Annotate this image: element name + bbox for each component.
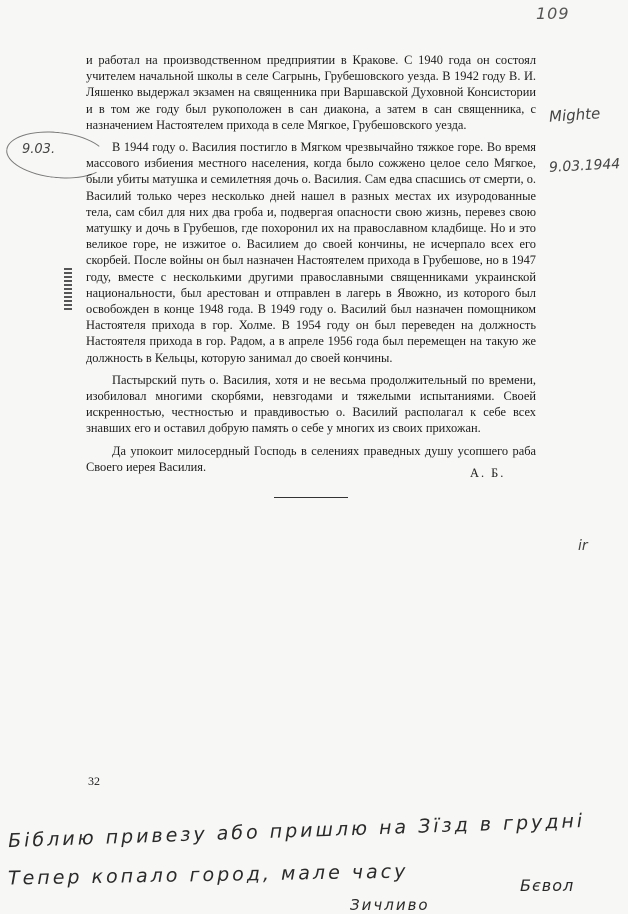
article-body <box>86 52 536 475</box>
margin-mark <box>64 266 72 310</box>
paragraph-3: Пастырский путь о. Василия, хотя и не весьма продолжительный по времени, изобиловал многими скорбями, невзгодами и тяжелыми испытаниями. Своей искренностью, честностью и правдивостью о. Василий располагал к себе всех знавших его и оставил добрую память о себе у многих из своих прихожан. <box>86 372 536 436</box>
paragraph-2: В 1944 году о. Василия постигло в Мягком чрезвычайно тяжкое горе. Во время массового избиения местного населения, когда было сожжено целое село Мягкое, были убиты матушка и семилетняя дочь о. Василия. Сам едва спасшись от смерти, о. Василий только через несколько дней нашел в разных местах их изуродованные тела, сам сбил для них два гроба и, подвергая опасности свою жизнь, перевез свою матушку и дочь в Грубешов, где похоронил их на православном кладбище. Но и это великое горе, не изжитое о. Василием до своей кончины, не исчерпало всех его скорбей. После войны он был назначен Настоятелем прихода в Грубешове, но в 1947 году, вместе с несколькими другими православными священниками украинской национальности, был арестован и отправлен в лагерь в Явожно, из которого был освобожден в конце 1948 года. В 1949 году о. Василий был назначен помощником Настоятеля прихода в гор. Холме. В 1954 году он был переведен на должность Настоятеля прихода в гор. Радом, а в апреле 1956 года был перемещен на такую же должность в Кельцы, которую занимал до своей кончины. <box>86 140 536 365</box>
handwritten-line-3: Зичливо <box>350 896 430 914</box>
handwritten-line-1: Біблию привезу або пришлю на Зїзд в грудні <box>7 809 586 853</box>
margin-note-right-bottom: ir <box>578 538 588 554</box>
margin-note-left: 9.03. <box>22 142 56 157</box>
handwritten-line-4: Бєвол <box>520 876 575 895</box>
handwritten-line-2: Тепер копало город, мале часу <box>7 860 409 890</box>
margin-note-right-top: Mighte <box>548 104 601 126</box>
author-signature: А. Б. <box>470 466 506 480</box>
printed-page-number: 32 <box>88 774 100 788</box>
paragraph-4: Да упокоит милосердный Господь в селениях праведных душу усопшего раба Своего иерея Василия. <box>86 443 536 474</box>
margin-note-right-date: 9.03.1944 <box>548 156 621 176</box>
paragraph-1: и работал на производственном предприятии в Кракове. С 1940 года он состоял учителем начальной школы в селе Сагрынь, Грубешовского уезда. В 1942 году В. И. Ляшенко выдержал экзамен на священника при Варшавской Духовной Консистории и в том же году был рукоположен в сан диакона, а затем в сан священника, с назначением Настоятелем прихода в селе Мягкое, Грубешовского уезда. <box>86 53 536 132</box>
section-divider <box>274 497 348 498</box>
handwritten-page-number: 109 <box>536 4 570 23</box>
